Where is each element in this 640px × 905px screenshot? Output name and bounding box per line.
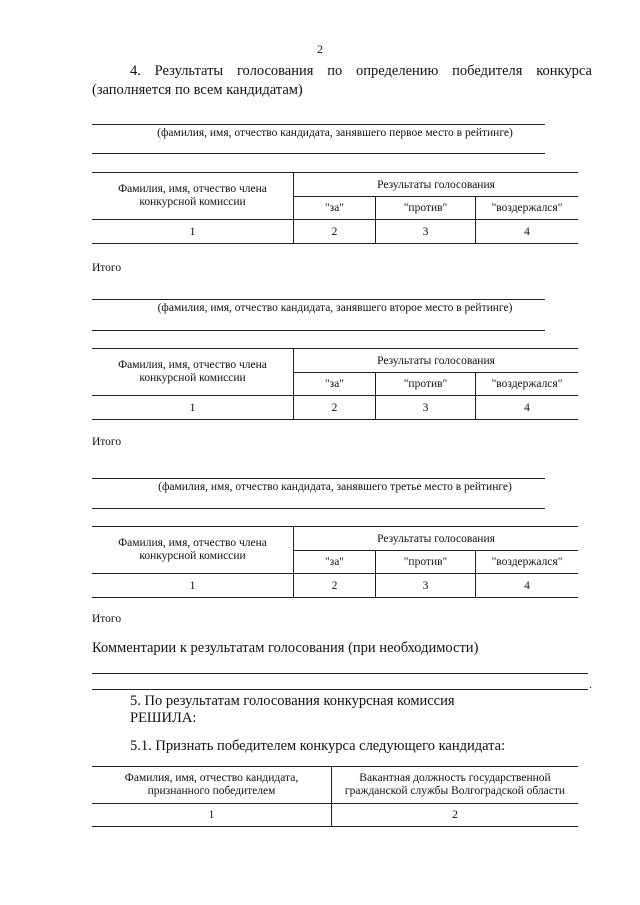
section-5-1: 5.1. Признать победителем конкурса следующего кандидата: xyxy=(130,738,506,754)
member-name-header: Фамилия, имя, отчество члена конкурсной комиссии xyxy=(92,173,294,220)
vote-for-header: "за" xyxy=(294,197,376,220)
section-5 xyxy=(130,693,455,727)
comments-line-2[interactable] xyxy=(92,689,588,690)
candidate-caption: (фамилия, имя, отчество кандидата, занявшего второе место в рейтинге) xyxy=(157,302,513,314)
col-number: 2 xyxy=(294,574,376,598)
results-header: Результаты голосования xyxy=(294,349,579,373)
comments-label: Комментарии к результатам голосования (при необходимости) xyxy=(92,640,479,656)
winner-name-header: Фамилия, имя, отчество кандидата, признанного победителем xyxy=(92,767,332,804)
results-header: Результаты голосования xyxy=(294,527,579,551)
col-number: 2 xyxy=(294,396,376,420)
col-number: 1 xyxy=(92,574,294,598)
col-number: 1 xyxy=(92,804,332,827)
vote-for-header: "за" xyxy=(294,551,376,574)
total-label: Итого xyxy=(92,613,122,625)
candidate-name-line[interactable] xyxy=(92,124,545,125)
heading-word: 4. xyxy=(130,63,141,79)
col-number: 1 xyxy=(92,396,294,420)
member-name-header: Фамилия, имя, отчество члена конкурсной комиссии xyxy=(92,349,294,396)
results-header: Результаты голосования xyxy=(294,173,579,197)
vote-for-header: "за" xyxy=(294,373,376,396)
candidate-name-line-2[interactable] xyxy=(92,153,545,154)
heading-word: Результаты xyxy=(154,63,224,79)
col-number: 2 xyxy=(332,804,579,827)
heading-line-1 xyxy=(92,62,592,81)
section-5-decision: РЕШИЛА: xyxy=(130,710,197,726)
vote-abstain-header: "воздержался" xyxy=(476,551,579,574)
col-number: 4 xyxy=(476,574,579,598)
comments-line-1[interactable] xyxy=(92,673,588,674)
col-number: 3 xyxy=(376,396,476,420)
candidate-name-line[interactable] xyxy=(92,299,545,300)
candidate-caption: (фамилия, имя, отчество кандидата, занявшего третье место в рейтинге) xyxy=(158,481,512,493)
winner-table xyxy=(92,766,578,827)
heading-word: голосования xyxy=(236,63,314,79)
voting-table-2 xyxy=(92,348,578,420)
vote-abstain-header: "воздержался" xyxy=(476,197,579,220)
heading-word: по xyxy=(327,63,343,79)
col-number: 4 xyxy=(476,220,579,244)
total-label: Итого xyxy=(92,436,122,448)
candidate-name-line-2[interactable] xyxy=(92,330,545,331)
heading-word: определению xyxy=(356,63,439,79)
page-number: 2 xyxy=(317,42,323,56)
col-number: 1 xyxy=(92,220,294,244)
voting-table-3 xyxy=(92,526,578,598)
col-number: 4 xyxy=(476,396,579,420)
total-label: Итого xyxy=(92,262,122,274)
vote-against-header: "против" xyxy=(376,551,476,574)
voting-table-1 xyxy=(92,172,578,244)
col-number: 2 xyxy=(294,220,376,244)
candidate-name-line-2[interactable] xyxy=(92,508,545,509)
col-number: 3 xyxy=(376,220,476,244)
section-4-heading xyxy=(92,62,592,100)
member-name-header: Фамилия, имя, отчество члена конкурсной комиссии xyxy=(92,527,294,574)
heading-word: победителя xyxy=(452,63,523,79)
vote-abstain-header: "воздержался" xyxy=(476,373,579,396)
vacancy-header: Вакантная должность государственной гражданской службы Волгоградской области xyxy=(332,767,579,804)
vote-against-header: "против" xyxy=(376,197,476,220)
col-number: 3 xyxy=(376,574,476,598)
vote-against-header: "против" xyxy=(376,373,476,396)
section-5-line-1: 5. По результатам голосования конкурсная комиссия xyxy=(130,693,455,709)
heading-line-2: (заполняется по всем кандидатам) xyxy=(92,82,303,98)
comments-end-dot: . xyxy=(589,677,592,691)
candidate-name-line[interactable] xyxy=(92,478,545,479)
heading-word: конкурса xyxy=(536,63,592,79)
candidate-caption: (фамилия, имя, отчество кандидата, занявшего первое место в рейтинге) xyxy=(157,127,513,139)
